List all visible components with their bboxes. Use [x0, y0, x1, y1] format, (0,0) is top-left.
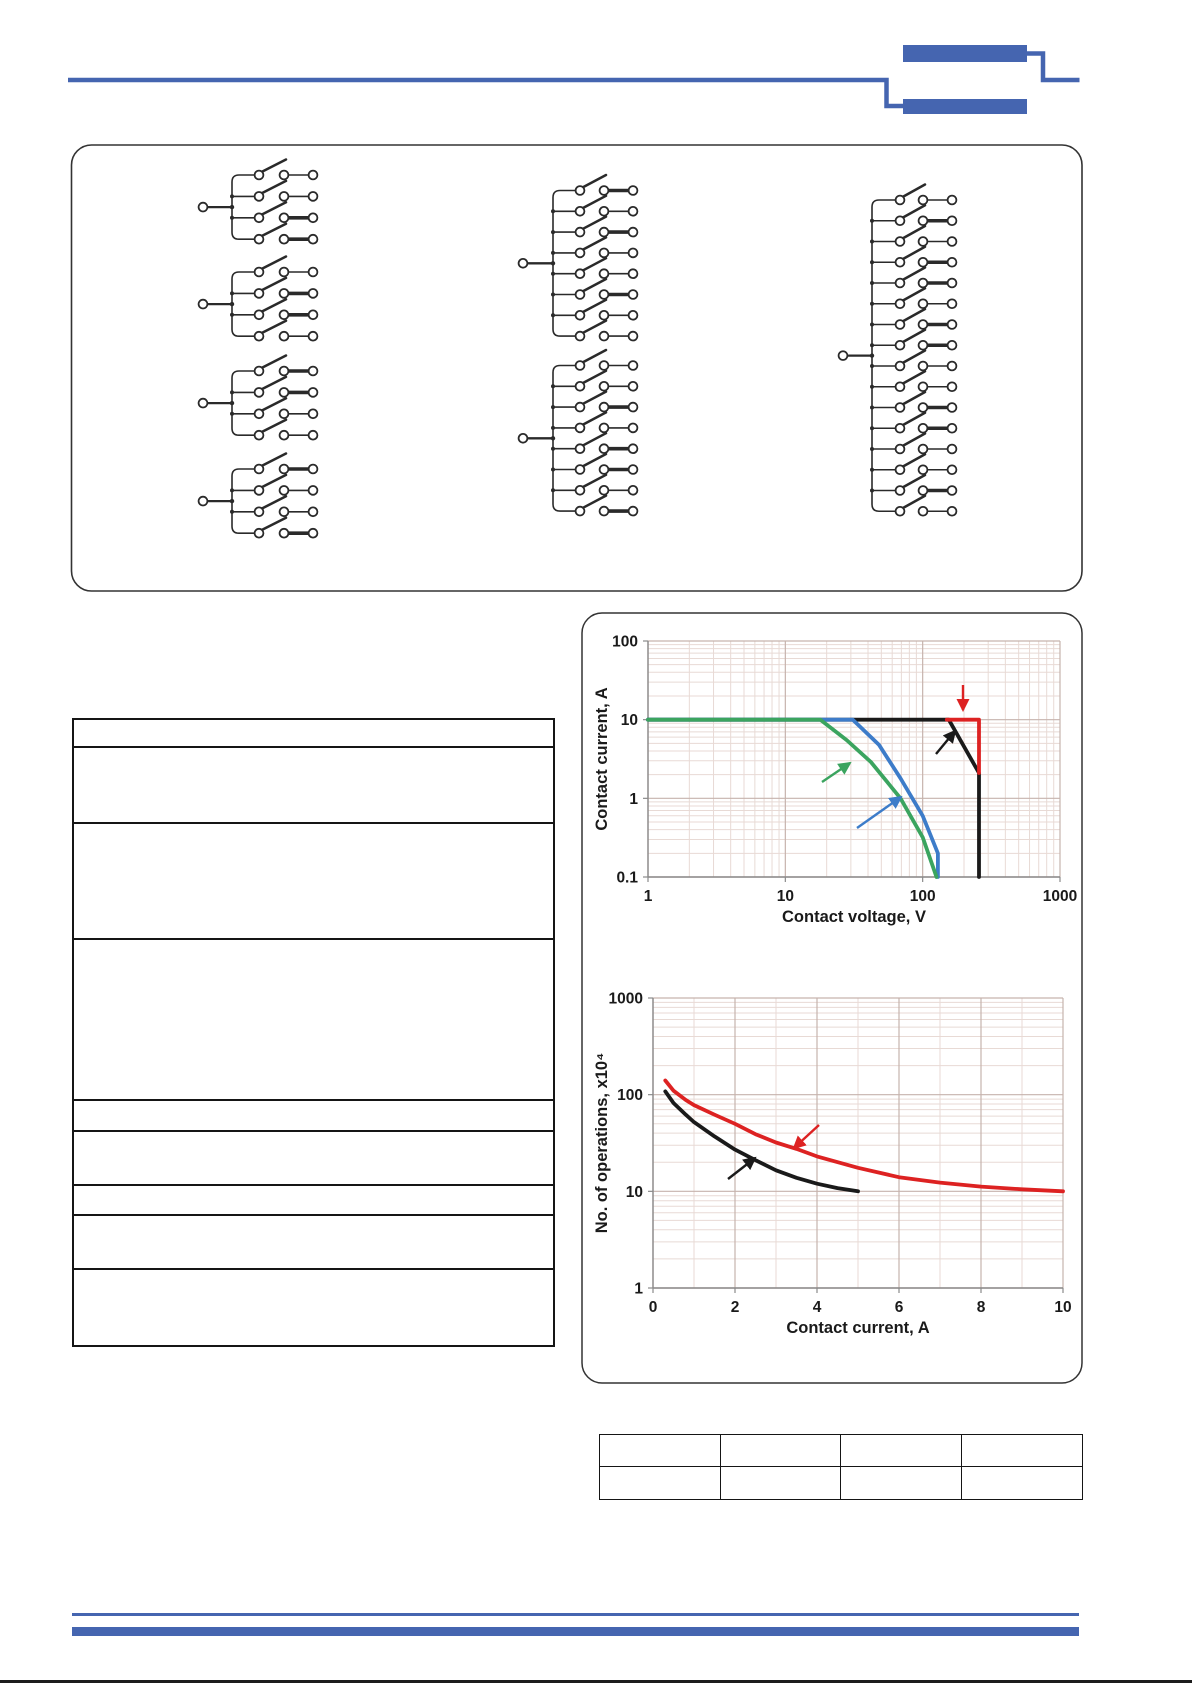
bottom-table-cell — [721, 1435, 842, 1467]
red-endurance-curve — [665, 1081, 1063, 1192]
contact-arrangement-diagram — [72, 145, 1083, 591]
y-tick-label: 100 — [612, 633, 638, 651]
y-tick-label: 10 — [625, 1183, 643, 1201]
bottom-table-cell — [962, 1435, 1083, 1467]
x-tick-label: 1000 — [1042, 888, 1078, 905]
spec-table-row — [74, 1216, 553, 1270]
endurance-chart — [593, 991, 1072, 1338]
grid-minor — [653, 998, 1063, 1288]
x-axis-title: Contact current, A — [786, 1319, 930, 1337]
annotation-arrow-red — [794, 1125, 819, 1148]
header-redacted-bar-bottom — [903, 99, 1027, 114]
header-graphic — [68, 45, 1080, 114]
spec-table-row — [74, 1132, 553, 1186]
bottom-table-cell — [600, 1467, 721, 1499]
bottom-table-cell — [962, 1467, 1083, 1499]
y-axis-title: No. of operations, x10⁴ — [593, 1052, 611, 1234]
grid-major — [648, 641, 1060, 877]
bottom-table-cell — [721, 1467, 842, 1499]
switch-group-4pole — [199, 454, 318, 538]
y-axis-title: Contact current, A — [593, 687, 611, 831]
charts-panel — [582, 613, 1082, 1383]
spec-table-row — [74, 1270, 553, 1347]
switch-group-16pole — [839, 185, 957, 516]
bottom-table-cell — [600, 1435, 721, 1467]
switch-group-4pole — [199, 257, 318, 341]
contact-rating-chart — [593, 634, 1077, 927]
y-tick-label: 100 — [617, 1087, 643, 1105]
x-tick-label: 1 — [643, 888, 653, 905]
grid-minor — [648, 641, 1060, 877]
switch-group-8pole — [519, 350, 638, 516]
switch-group-4pole — [199, 160, 318, 244]
x-tick-label: 10 — [776, 888, 794, 905]
y-tick-label: 0.1 — [616, 869, 638, 887]
spec-table-row — [74, 720, 553, 748]
x-tick-label: 2 — [730, 1299, 740, 1316]
y-tick-label: 1000 — [608, 990, 643, 1008]
spec-table-row — [74, 1186, 553, 1216]
x-tick-label: 4 — [812, 1299, 822, 1316]
switch-group-4pole — [199, 356, 318, 440]
spec-table — [72, 718, 555, 1347]
x-tick-label: 8 — [976, 1299, 986, 1316]
footer-rule-thin — [72, 1613, 1079, 1616]
page-bottom-edge — [0, 1680, 1192, 1683]
x-tick-label: 100 — [909, 888, 936, 905]
y-tick-label: 1 — [634, 1280, 643, 1298]
x-tick-label: 6 — [894, 1299, 904, 1316]
switch-group-8pole — [519, 175, 638, 341]
bottom-table — [599, 1434, 1083, 1500]
spec-table-row — [74, 940, 553, 1101]
y-tick-label: 1 — [629, 790, 638, 808]
x-tick-label: 0 — [648, 1299, 658, 1316]
x-axis-title: Contact voltage, V — [782, 908, 926, 926]
spec-table-row — [74, 748, 553, 824]
x-tick-label: 10 — [1054, 1299, 1072, 1316]
y-tick-label: 10 — [620, 712, 638, 730]
header-redacted-bar-top — [903, 45, 1027, 62]
bottom-table-cell — [841, 1467, 962, 1499]
spec-table-row — [74, 1101, 553, 1132]
annotation-arrow-black — [728, 1158, 755, 1179]
bottom-table-cell — [841, 1435, 962, 1467]
spec-table-row — [74, 824, 553, 940]
footer-rule-thick — [72, 1627, 1079, 1636]
